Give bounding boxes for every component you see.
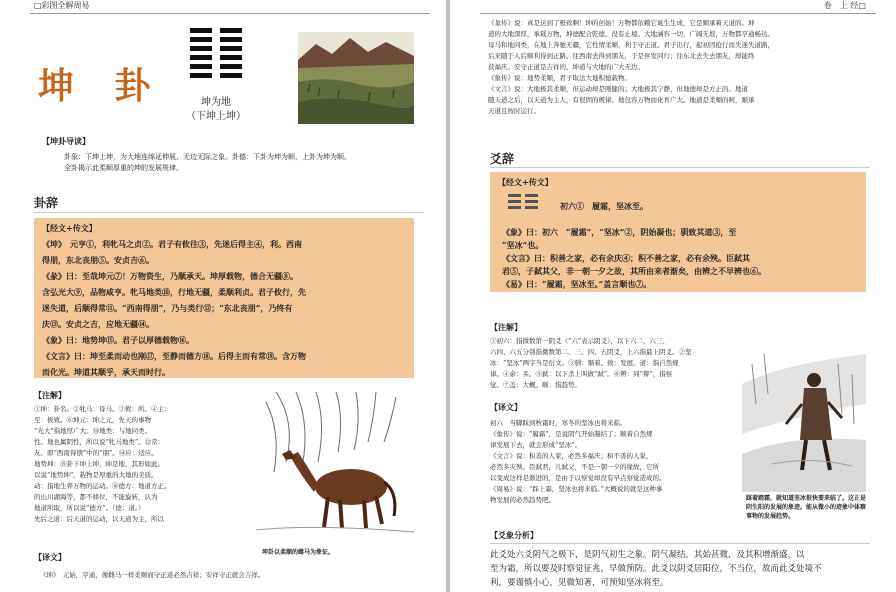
commentary-line: 《彖传》说：真是达到了极致啊！坤的创始！万物都依赖它诞生生成，它是顺承着天道的。坤 bbox=[488, 19, 755, 27]
translation-line: 《象传》说：“履霜”，是说阴气开始凝结了；顺着自然规 bbox=[490, 430, 653, 438]
analysis-text bbox=[490, 548, 882, 590]
note-line: 性。地也属阴性，所以说“牝马地类”。⑫常： bbox=[34, 438, 165, 446]
translation-line: 以变成这样是渐进的，是由于以察觉却没有早点察觉造成的。 bbox=[490, 474, 666, 482]
translation-line: 《文言》说：积善的人家，必然多福庆；积不善的人家， bbox=[490, 452, 653, 460]
scripture-text bbox=[42, 236, 408, 380]
scripture-line: 《象》曰：地势坤⑮。君子以厚德载物⑯。 bbox=[42, 335, 194, 345]
translation-line: 物发展的必然趋势吧。 bbox=[490, 496, 555, 504]
note-line: 律。④余：多。⑤弑：以下杀上叫做“弑”。⑥辨：同“辩”，指察 bbox=[490, 370, 673, 378]
scripture-line: “坚冰”也。 bbox=[502, 240, 544, 250]
running-header-right: 卷 上 经□ bbox=[823, 1, 866, 10]
yao-scripture-text bbox=[502, 226, 862, 291]
note-line: 六四、六五分别指微数第二、三、四、五阴爻，上六指最上阴爻。②坚 bbox=[490, 348, 692, 356]
running-header-left: □彩图全解周易 bbox=[34, 1, 90, 10]
note-line: 以说“地势坤”，载物是厚重的大地的美质。 bbox=[34, 471, 158, 479]
analysis-heading: 【爻象分析】 bbox=[490, 530, 538, 540]
scripture-line: 《坤》 元亨①，利牝马之贞②。君子有攸往③，先迷后得主④，利。西南 bbox=[42, 239, 302, 249]
hexagram-structure: （下坤上坤） bbox=[186, 111, 246, 122]
translation-line: 必然多灾殃。臣弑君，儿弑父，不是一朝一夕的缘故，它所 bbox=[490, 463, 659, 471]
note-line: ①坤：卦名。②牝马：母马。③攸：所。④主： bbox=[34, 405, 171, 413]
commentary-line: 随天道之后，以天道为主人，有很固的规律。地包容万物而化育广大。地道是柔顺的呵，顺承 bbox=[488, 96, 755, 104]
scripture-line: 君⑤，子弑其父，非一朝一夕之故，其所由来者渐矣，由辨之不早辨也⑥。 bbox=[502, 266, 766, 276]
section-rule bbox=[34, 212, 424, 213]
analysis-line: 至为霜，所以要及时察觉征兆，早做预防。此爻以阴爻居阳位，不当位，故而此爻处境不 bbox=[490, 564, 822, 574]
landscape-illustration bbox=[298, 32, 414, 124]
scripture-line: 《文言》曰：坤至柔而动也刚⑰，至静而德方⑱。后得主而有常⑲。含万物 bbox=[42, 351, 306, 361]
translation-line: 《周易》说：“踩上霜，坚冰也将来临。”大概说的就是这种事 bbox=[490, 485, 663, 493]
scripture-line: 得朋，东北丧朋⑤。安贞吉⑥。 bbox=[42, 255, 154, 265]
yao-title: 初六① 履霜，坚冰至。 bbox=[560, 201, 648, 211]
yao-scripture-box bbox=[490, 172, 866, 292]
box-heading: 【经文+传文】 bbox=[498, 177, 553, 187]
left-page bbox=[0, 0, 446, 592]
analysis-line: 此爻处六爻阴气之极下，是阴气初生之象。阴气凝结，其始甚微，及其积增渐盛，以 bbox=[490, 550, 805, 560]
yin-line-icon bbox=[508, 194, 538, 212]
kun-hexagram-icon bbox=[190, 28, 242, 82]
section-title-yaoci: 爻辞 bbox=[490, 152, 515, 166]
analysis-line: 利，要谨慎小心，见微知著，可预知坚冰将至。 bbox=[490, 578, 669, 588]
notes-heading: 【注解】 bbox=[34, 390, 66, 400]
translation-line: 律发展下去，就会形成“坚冰”。 bbox=[490, 441, 582, 449]
scripture-line: 含弘光大⑨，品物咸亨。牝马地类⑩，行地无疆，柔顺利贞。君子攸行，先 bbox=[42, 287, 306, 297]
note-line: 先后之道：后天道的运动，以天道为主，所以 bbox=[34, 515, 164, 523]
commentary-line: 后来随于人后顺利得到正路。往西南去得到朋友，于是伴发同行；往东北去失去朋友，却能终 bbox=[488, 52, 755, 60]
commentary-text bbox=[488, 18, 880, 117]
scripture-line: 《易》曰：“履霜，坚冰至。”盖言顺也⑦。 bbox=[502, 279, 652, 289]
note-line: 觉。⑦盖：大概。顺：指趋势。 bbox=[490, 381, 581, 389]
translation-heading: 【译文】 bbox=[490, 402, 522, 412]
note-line: “光大”指地厚广大。⑩地类：与地同类。 bbox=[34, 427, 152, 435]
guide-heading: 【坤卦导读】 bbox=[42, 136, 90, 146]
translation-text bbox=[490, 418, 740, 506]
header-rule bbox=[480, 13, 876, 14]
notes-heading: 【注解】 bbox=[490, 322, 522, 332]
commentary-line: 《文言》说：大地极其柔顺，但运动却是刚健的；大地极其宁静，但地德却是方正的。地道 bbox=[488, 85, 748, 93]
frost-caption: 踩着踏霜，就知道坚冰很快要来临了。这正是阴生阳的发展的象迹。能从微小的迹象中体察事物的发展趋势。 bbox=[746, 495, 867, 520]
mare-caption: 坤卦以柔顺的雌马为象征。 bbox=[262, 549, 335, 556]
scripture-line: 《彖》曰：至哉坤元⑦！万物资生，乃顺承天。坤厚载物，德合无疆⑧。 bbox=[42, 271, 298, 281]
scripture-line: 庆⑬。安贞之吉，应地无疆⑭。 bbox=[42, 319, 154, 329]
commentary-line: 天道且按时运行。 bbox=[488, 107, 540, 115]
note-line: 友。即“西南得朋”中的“朋”。⑭应：适应。 bbox=[34, 449, 158, 457]
translation-line: 初六 当脚踩到秋霜时，寒冬的坚冰也将来临。 bbox=[490, 419, 627, 427]
guide-line: 卦象：下坤上坤，为大地连绵延伸展、无边无际之象。卦德：下卦为坤为顺，上卦为坤为顺。 bbox=[64, 153, 351, 161]
right-page bbox=[450, 0, 896, 592]
note-line: 冰：“坚冰”两字当是衍文。③驯：顺着。致：发展。道：指自然规 bbox=[490, 359, 679, 367]
note-line: 地道所取，所以说“德方”。（德：道。） bbox=[34, 504, 145, 512]
notes-text bbox=[490, 336, 740, 391]
note-line: 地势坤：⑮卦下坤上坤，坤是地，其形如此。 bbox=[34, 460, 164, 468]
analysis-rule bbox=[490, 543, 870, 544]
note-line: ①初六：指微数第一阴爻（“六”表示阴爻），以下六二、六三、 bbox=[490, 337, 669, 345]
note-line: 动：指地生养万物的运动。⑯德方：地道方正。 bbox=[34, 482, 171, 490]
section-rule bbox=[490, 167, 870, 168]
note-line: 至：极致。⑥坤元：坤之元，先天的事物 bbox=[34, 416, 151, 424]
commentary-line: 母马和地同类，在地上奔驰无疆，它性情柔顺，利于守正道。君子出行，起初因抢行而失迷失道路， bbox=[488, 41, 774, 49]
hexagram-caption bbox=[180, 96, 252, 124]
frost-walker-illustration bbox=[742, 344, 866, 492]
translation-line: 《坤》 元始，亨通，像雌马一样柔顺而守正道必然吉祥；安祥守正就会吉祥。 bbox=[40, 571, 265, 579]
scripture-line: 迷失道，后顺得常⑪。“西南得朋”，乃与类行⑫；“东北丧朋”，乃终有 bbox=[42, 303, 293, 313]
notes-text bbox=[34, 404, 252, 525]
chapter-title: 坤 卦 bbox=[38, 65, 165, 107]
box-heading: 【经文+传文】 bbox=[42, 223, 97, 233]
mare-illustration bbox=[256, 392, 414, 542]
guide-line: 全卦揭示此柔顺厚重的坤的发展规律。 bbox=[64, 164, 183, 172]
hexagram-name: 坤为地 bbox=[201, 97, 231, 108]
scripture-box bbox=[34, 218, 414, 378]
commentary-line: 《象传》说：地势柔顺，君子取法大地积德载物。 bbox=[488, 74, 631, 82]
scripture-line: 而化光。坤道其顺乎，承天而时行。 bbox=[42, 367, 170, 377]
commentary-line: 获福庆。安守正道是吉祥的，坤道与大地的广大无边。 bbox=[488, 63, 644, 71]
header-rule bbox=[30, 13, 430, 14]
scripture-line: 《象》曰：初六 “履霜”，“坚冰”②，阴始凝也；驯致其道③，至 bbox=[502, 227, 737, 237]
translation-heading: 【译文】 bbox=[34, 552, 66, 562]
section-title-guaci: 卦辞 bbox=[34, 196, 59, 210]
scripture-line: 《文言》曰：积善之家，必有余庆④；积不善之家，必有余殃。臣弑其 bbox=[502, 253, 750, 263]
note-line: 的山川湖海等，都不移位，不能旋转，认为 bbox=[34, 493, 158, 501]
guide-text bbox=[64, 152, 424, 174]
commentary-line: 道的大地深厚，承载万物，坤德配合乾德，没有止境。大地涵容一切，广阔无垠，万物都亨通畅达。 bbox=[488, 30, 774, 38]
